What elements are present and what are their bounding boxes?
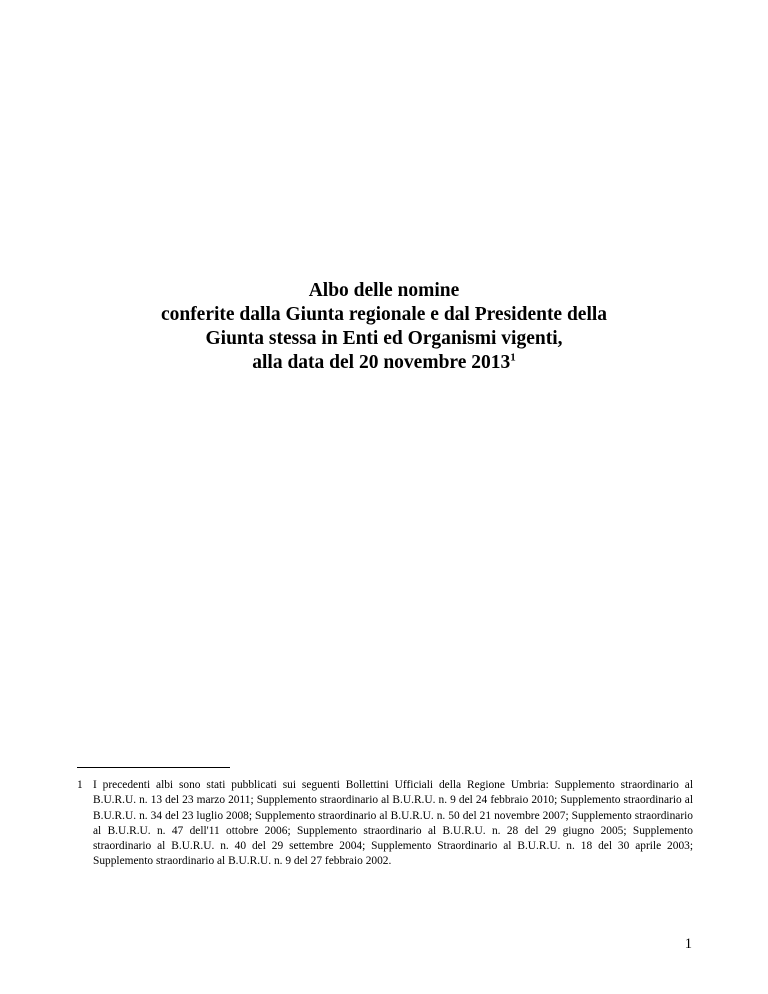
title-line-4-text: alla data del 20 novembre 2013 (252, 352, 511, 373)
footnote-reference[interactable]: 1 (510, 351, 516, 364)
document-title (0, 279, 768, 375)
title-line-2: conferite dalla Giunta regionale e dal Presidente della (160, 304, 608, 325)
title-line-3: Giunta stessa in Enti ed Organismi vigenti, (205, 328, 563, 349)
title-line-1: Albo delle nomine (308, 280, 460, 301)
footnote (77, 778, 693, 870)
footnote-text: I precedenti albi sono stati pubblicati sui seguenti Bollettini Ufficiali della Regione Umbria: Supplemento straordinario al B.U.R.U. n. 13 del 23 marzo 2011; Supplemento straordinario al B.U.R.U. n. 9 del 24 febbraio 2010; Supplemento straordinario al B.U.R.U. n. 34 del 23 luglio 2008; Supplemento straordinario al B.U.R.U. n. 50 del 21 novembre 2007; Supplemento straordinario al B.U.R.U. n. 47 dell'11 ottobre 2006; Supplemento straordinario al B.U.R.U. n. 28 del 29 giugno 2005; Supplemento straordinario al B.U.R.U. n. 40 del 29 settembre 2004; Supplemento Straordinario al B.U.R.U. n. 18 del 30 aprile 2003; Supplemento straordinario al B.U.R.U. n. 9 del 27 febbraio 2002. (93, 779, 693, 868)
page-number: 1 (684, 936, 692, 952)
title-line-4 (0, 351, 768, 375)
footnote-separator (77, 767, 230, 768)
footnote-number: 1 (77, 779, 83, 791)
